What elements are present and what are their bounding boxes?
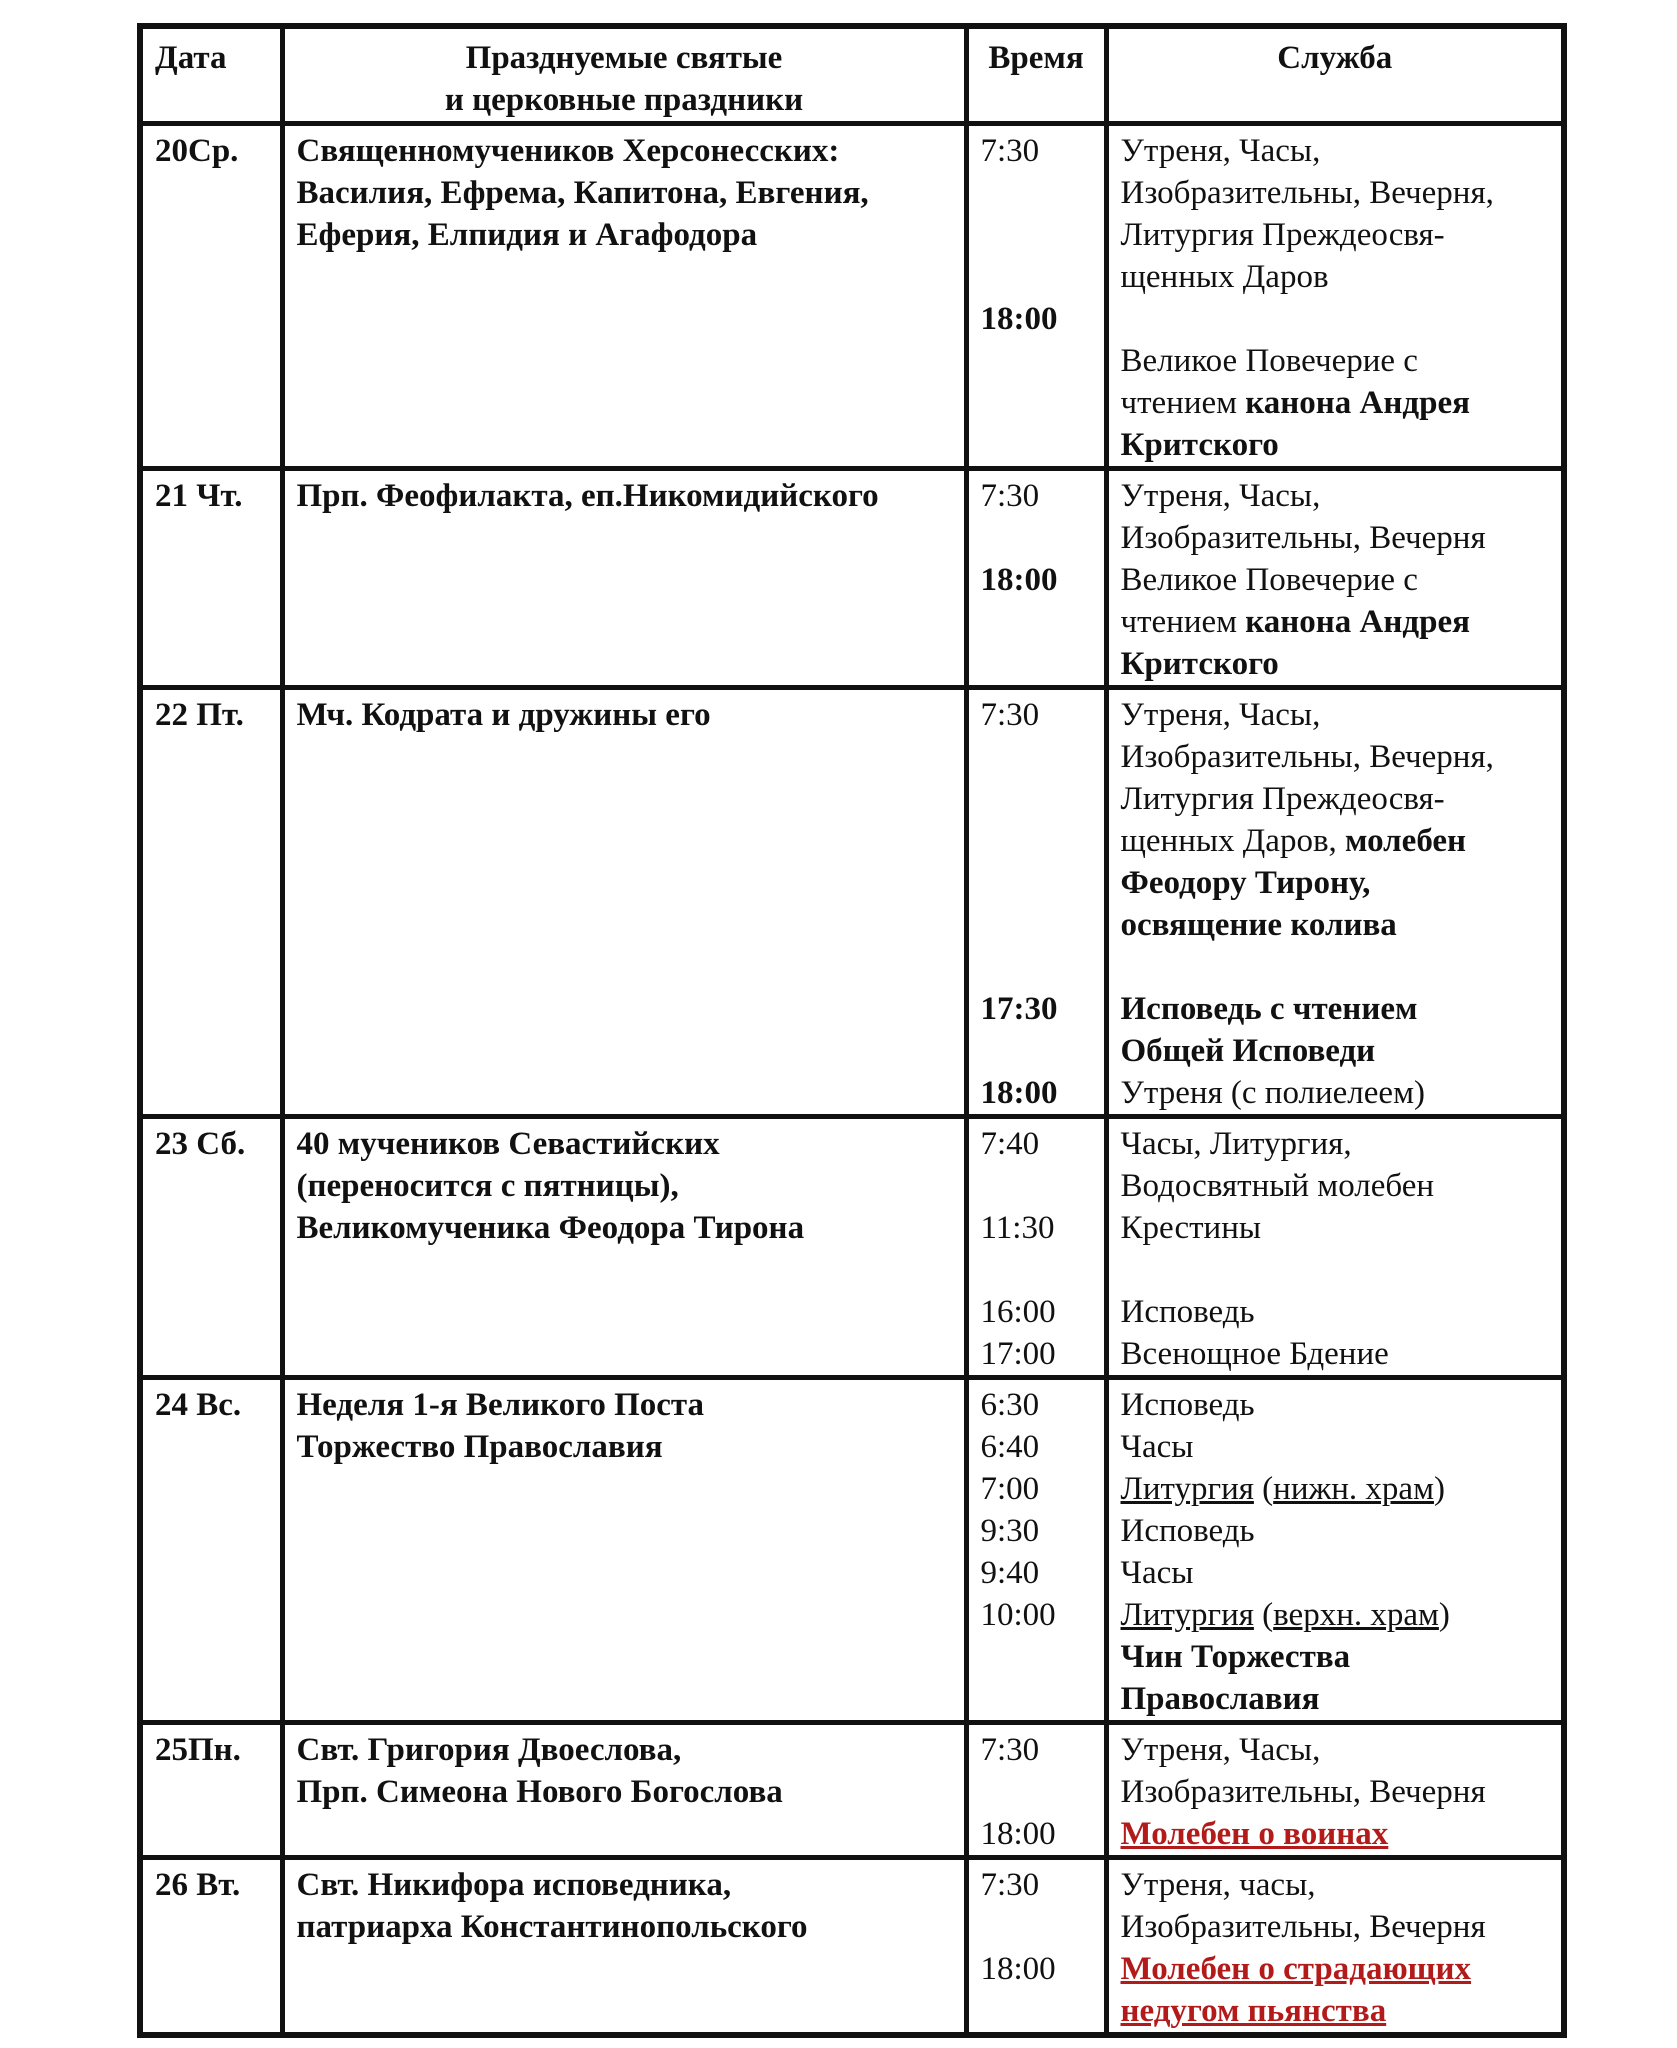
- service-text: Великое Повечерие с чтением: [1120, 562, 1418, 640]
- time-entry: 7:30: [980, 1732, 1040, 1768]
- row-services: [1106, 688, 1564, 1117]
- table-row: [140, 1378, 1564, 1723]
- time-entry: 10:00: [980, 1597, 1056, 1633]
- row-times: [966, 1723, 1106, 1858]
- header-date: Дата: [140, 26, 282, 124]
- service-entry: Исповедь: [1120, 1513, 1255, 1549]
- service-entry: [1121, 694, 1550, 946]
- header-saints: Празднуемые святые и церковные праздники: [282, 26, 966, 124]
- row-saints: Мч. Кодрата и дружины его: [282, 688, 966, 1117]
- service-entry: [1121, 1594, 1550, 1636]
- row-saints: Свт. Григория Двоеслова, Прп. Симеона Нового Богослова: [282, 1723, 966, 1858]
- service-entry: Часы: [1120, 1429, 1194, 1465]
- time-entry: 7:00: [980, 1471, 1040, 1507]
- time-entry: 7:30: [980, 697, 1040, 733]
- time-entry: 17:30: [980, 991, 1058, 1027]
- service-text: ): [1433, 1471, 1445, 1507]
- service-entry: Утреня, Часы, Изобразительны, Вечерня, Литургия Преждеосвя- щенных Даров: [1120, 133, 1494, 295]
- row-saints: 40 мучеников Севастийских (переносится с пятницы), Великомученика Феодора Тирона: [282, 1117, 966, 1378]
- service-entry: [1121, 340, 1550, 466]
- table-row: [140, 1858, 1564, 2036]
- time-entry: 7:30: [980, 1867, 1040, 1903]
- row-saints: Неделя 1-я Великого Поста Торжество Православия: [282, 1378, 966, 1723]
- row-services: [1106, 1117, 1564, 1378]
- service-text: (: [1253, 1471, 1274, 1507]
- service-text: (: [1253, 1597, 1274, 1633]
- service-entry-highlight: Молебен о воинах: [1120, 1816, 1389, 1852]
- service-entry: Чин Торжества Православия: [1120, 1639, 1351, 1717]
- service-entry: Всенощное Бдение: [1120, 1336, 1389, 1372]
- service-entry: Утреня, Часы, Изобразительны, Вечерня: [1120, 478, 1486, 556]
- row-services: [1106, 1723, 1564, 1858]
- row-saints: Священномучеников Херсонесских: Василия, Ефрема, Капитона, Евгения, Еферия, Елпидия и Агафодора: [282, 124, 966, 469]
- service-entry: Исповедь с чтением Общей Исповеди: [1120, 991, 1418, 1069]
- service-entry: Часы, Литургия, Водосвятный молебен: [1120, 1126, 1435, 1204]
- header-row: [140, 26, 1564, 124]
- row-services: [1106, 1858, 1564, 2036]
- row-times: [966, 688, 1106, 1117]
- time-entry: 18:00: [980, 562, 1058, 598]
- table-row: [140, 469, 1564, 688]
- row-date: 20Ср.: [140, 124, 282, 469]
- service-liturgy-link: Литургия: [1120, 1597, 1254, 1633]
- row-times: [966, 124, 1106, 469]
- service-text-bold: молебен Феодору Тирону, освящение колива: [1120, 823, 1467, 943]
- row-times: [966, 1858, 1106, 2036]
- row-times: [966, 469, 1106, 688]
- row-times: [966, 1117, 1106, 1378]
- table-row: [140, 1723, 1564, 1858]
- header-time: Время: [966, 26, 1106, 124]
- header-service: Служба: [1106, 26, 1564, 124]
- service-liturgy-link: Литургия: [1120, 1471, 1254, 1507]
- time-entry: 18:00: [980, 1951, 1056, 1987]
- service-place: нижн. храм: [1273, 1471, 1434, 1507]
- service-text-bold: канона Андрея Критского: [1120, 385, 1470, 463]
- row-saints: Прп. Феофилакта, еп.Никомидийского: [282, 469, 966, 688]
- time-entry: 7:30: [980, 478, 1040, 514]
- service-entry: [1121, 559, 1550, 685]
- service-entry: [1121, 1468, 1550, 1510]
- service-text: Утреня, Часы, Изобразительны, Вечерня, Литургия Преждеосвя- щенных Даров,: [1120, 697, 1494, 859]
- service-entry: Часы: [1120, 1555, 1194, 1591]
- time-entry: 9:40: [980, 1555, 1040, 1591]
- service-entry: Утреня, часы, Изобразительны, Вечерня: [1120, 1867, 1486, 1945]
- row-date: 22 Пт.: [140, 688, 282, 1117]
- service-text: ): [1438, 1597, 1450, 1633]
- row-services: [1106, 1378, 1564, 1723]
- service-text: Великое Повечерие с чтением: [1120, 343, 1418, 421]
- time-entry: 16:00: [980, 1294, 1056, 1330]
- time-entry: 18:00: [980, 1816, 1056, 1852]
- row-services: [1106, 469, 1564, 688]
- table-row: [140, 688, 1564, 1117]
- row-date: 26 Вт.: [140, 1858, 282, 2036]
- time-entry: 17:00: [980, 1336, 1056, 1372]
- service-entry-highlight: Молебен о страдающих недугом пьянства: [1120, 1951, 1472, 2029]
- row-saints: Свт. Никифора исповедника, патриарха Константинопольского: [282, 1858, 966, 2036]
- time-entry: 9:30: [980, 1513, 1040, 1549]
- time-entry: 11:30: [980, 1210, 1055, 1246]
- time-entry: 7:40: [980, 1126, 1040, 1162]
- service-text-bold: канона Андрея Критского: [1120, 604, 1470, 682]
- row-services: [1106, 124, 1564, 469]
- time-entry: 6:40: [980, 1429, 1040, 1465]
- service-entry: Крестины: [1120, 1210, 1262, 1246]
- service-entry: Утреня (с полиелеем): [1120, 1075, 1425, 1111]
- service-entry: Исповедь: [1120, 1294, 1255, 1330]
- row-times: [966, 1378, 1106, 1723]
- time-entry: 6:30: [980, 1387, 1040, 1423]
- row-date: 23 Сб.: [140, 1117, 282, 1378]
- row-date: 25Пн.: [140, 1723, 282, 1858]
- schedule-table: [137, 23, 1567, 2038]
- row-date: 24 Вс.: [140, 1378, 282, 1723]
- time-entry: 18:00: [980, 1075, 1058, 1111]
- time-entry: 7:30: [980, 133, 1040, 169]
- service-entry: Исповедь: [1120, 1387, 1255, 1423]
- service-place: верхн. храм: [1273, 1597, 1439, 1633]
- table-row: [140, 124, 1564, 469]
- service-entry: Утреня, Часы, Изобразительны, Вечерня: [1120, 1732, 1486, 1810]
- row-date: 21 Чт.: [140, 469, 282, 688]
- table-row: [140, 1117, 1564, 1378]
- time-entry: 18:00: [980, 301, 1058, 337]
